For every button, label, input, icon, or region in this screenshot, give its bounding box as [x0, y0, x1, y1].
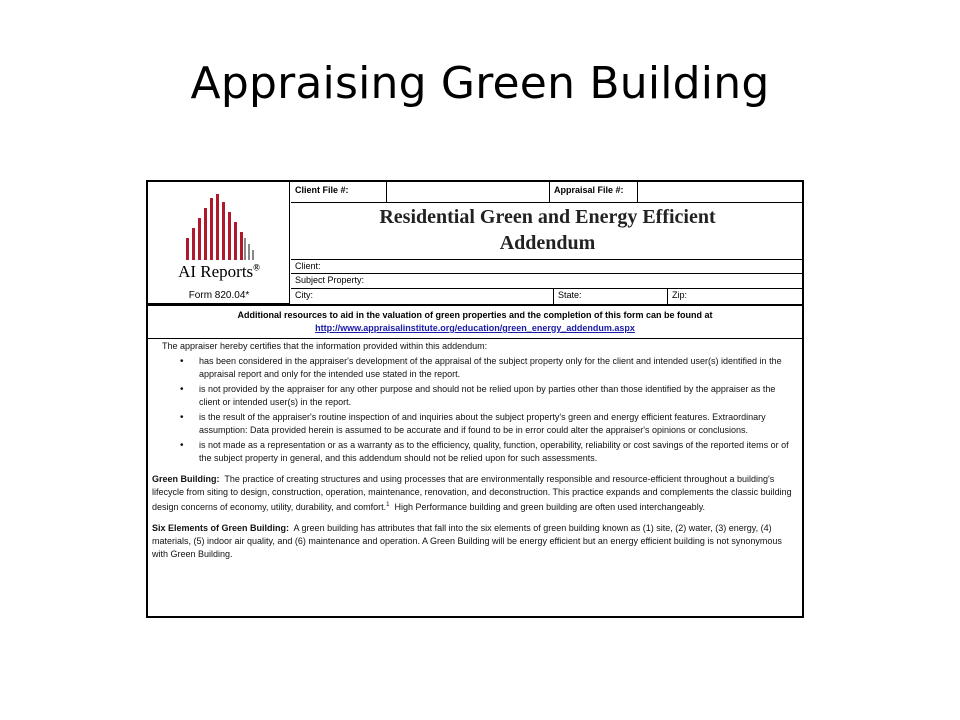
client-field[interactable] — [291, 260, 802, 274]
client-file-label-cell — [291, 182, 387, 203]
list-item: • is not made as a representation or as a warranty as to the efficiency, quality, function, operability, reliability or cost savings of the reported items or of the subject property in general, and this addendum should not be relied upon for such assessments. — [199, 439, 792, 465]
resources-note — [148, 306, 802, 338]
footnote-marker: 1 — [386, 502, 390, 508]
six-elements-definition — [152, 522, 792, 561]
city-label: City: — [295, 290, 313, 300]
client-file-label: Client File #: — [295, 185, 349, 195]
divider — [148, 338, 802, 339]
certification-body — [152, 340, 792, 561]
brand-name — [148, 262, 290, 282]
appraisal-file-input[interactable] — [638, 182, 802, 203]
subject-property-label: Subject Property: — [295, 275, 365, 285]
appraisal-file-label: Appraisal File #: — [554, 185, 624, 195]
subject-property-field[interactable] — [291, 274, 802, 289]
certification-list — [152, 355, 792, 465]
form-title — [291, 204, 804, 256]
registered-mark: ® — [253, 262, 260, 273]
state-field[interactable] — [554, 289, 668, 304]
list-item: • is the result of the appraiser's routine inspection of and inquiries about the subject property's green and energy efficient features. Extraordinary assumption: Data provided herein is assumed to be accurate and if found to be in error could alter the appraiser's opinions or conclusions. — [199, 411, 792, 437]
ai-reports-logo-icon — [184, 194, 256, 260]
resources-link[interactable]: http://www.appraisalinstitute.org/education/green_energy_addendum.aspx — [315, 323, 635, 333]
green-building-term: Green Building: — [152, 474, 220, 484]
resources-text: Additional resources to aid in the valuation of green properties and the completion of this form can be found at — [237, 310, 713, 320]
client-label: Client: — [295, 261, 321, 271]
brand-text: AI Reports — [178, 262, 254, 281]
six-elements-term: Six Elements of Green Building: — [152, 523, 290, 533]
green-building-text-b: High Performance building and green building are often used interchangeably. — [394, 502, 706, 512]
form-number: Form 820.04* — [188, 290, 250, 301]
certification-intro: The appraiser hereby certifies that the information provided within this addendum: — [162, 341, 488, 351]
appraisal-file-label-cell — [550, 182, 638, 203]
six-elements-text: A green building has attributes that fall into the six elements of green building known as (1) site, (2) water, (3) energy, (4) materials, (5) indoor air quality, and (6) maintenance and operation. A Green Building will be energy efficient but an energy efficient building is not synonymous with Green Building. — [152, 523, 782, 559]
zip-field[interactable] — [668, 289, 802, 304]
green-addendum-form — [146, 180, 804, 618]
form-title-line2: Addendum — [499, 232, 596, 254]
form-title-line1: Residential Green and Energy Efficient — [379, 206, 716, 228]
list-item: • is not provided by the appraiser for any other purpose and should not be relied upon by parties other than those identified by the appraiser as the client or intended user(s) in the report. — [199, 383, 792, 409]
green-building-text-a: The practice of creating structures and using processes that are environmentally responsible and resource-efficient throughout a building's lifecycle from siting to design, construction, operation, maintenance, renovation, and deconstruction. This practice expands and complements the classic building design concerns of economy, utility, durability, and comfort. — [152, 474, 792, 512]
slide-title: Appraising Green Building — [190, 58, 770, 109]
client-file-input[interactable] — [387, 182, 550, 203]
logo-cell — [148, 182, 290, 304]
green-building-definition — [152, 473, 792, 514]
state-label: State: — [558, 290, 582, 300]
list-item: • has been considered in the appraiser's development of the appraisal of the subject property only for the client and intended user(s) identified in the appraisal report and only for the intended use stated in the report. — [199, 355, 792, 381]
zip-label: Zip: — [672, 290, 688, 300]
city-field[interactable] — [291, 289, 554, 304]
